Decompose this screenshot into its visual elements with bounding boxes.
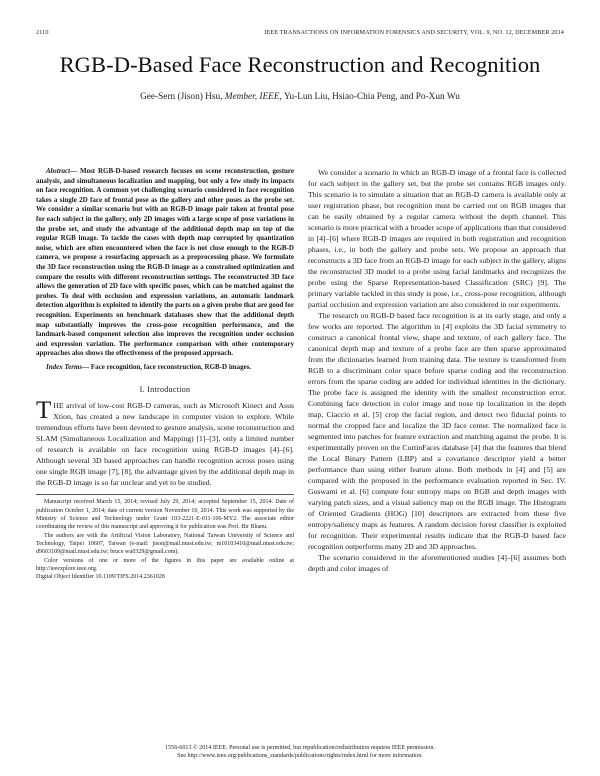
rights-link-line: See http://www.ieee.org/publications_standards/publications/rights/index.html for more information. <box>177 753 423 760</box>
copyright-line: 1556-6013 © 2014 IEEE. Personal use is permitted, but republication/redistribution requires IEEE permission. <box>165 745 435 751</box>
abstract <box>36 167 294 359</box>
publication-footer <box>0 744 600 760</box>
footnote-color: Color versions of one or more of the figures in this paper are available online at http://ieeexplore.ieee.org. <box>36 557 294 572</box>
body-paragraph-1: We consider a scenario in which an RGB-D image of a frontal face is collected for each subject in the gallery set, but the probe set contains RGB images only. This scenario is to simulate a situation that an RGB-D camera is available only at user registration phase, but recognition must be carried out on RGB images that can be easily obtained by a regular camera without the depth channel. This scenario is more practical with a broader scope of applications than that considered in [4]–[6] where RGB-D images are required in both registration and recognition phases, i.e., in both the gallery and probe sets. We propose an approach that reconstructs a 3D face from an RGB-D image for each subject in the gallery, aligns the reconstructed 3D model to a probe using facial landmarks and recognizes the probe using the Sparse Representation-based Classification (SRC) [9]. The primary variable tackled in this study is pose, i.e., cross-pose recognition, although partial occlusion and expression variation are also considered in our experiments. <box>308 168 566 309</box>
author-first: Gee-Sern (Jison) Hsu, <box>140 92 225 102</box>
drop-cap: T <box>36 397 52 425</box>
journal-header: IEEE TRANSACTIONS ON INFORMATION FORENSICS AND SECURITY, VOL. 9, NO. 12, DECEMBER 2014 <box>264 29 564 36</box>
index-terms-label: Index Terms <box>46 362 83 371</box>
page-number: 2110 <box>36 29 49 36</box>
footnote-doi: Digital Object Identifier 10.1109/TIFS.2014.2361028 <box>36 574 165 581</box>
paper-title: RGB-D-Based Face Reconstruction and Recognition <box>59 52 541 77</box>
footnote-manuscript: Manuscript received March 15, 2014; revised July 29, 2014; accepted September 15, 2014. Date of publication October 1, 2014; date of current version November 10, 2014. This work was supported by the Ministry of Science and Technology under Grant 103-2221-E-011-106-MY2. The associate editor coordinating the review of this manuscript and approving it for publication was Prof. Bir Bhanu. <box>36 499 294 531</box>
right-column <box>308 167 566 574</box>
body-paragraph-2: The research on RGB-D based face recognition is at its early stage, and only a few works are reported. The algorithm in [4] exploits the 3D facial symmetry to construct a canonical frontal view, shape and texture, of each gallery face. The canonical depth map and texture of a probe face are then sparse approximated from the dictionaries learned from training data. The texture is transformed from RGB to a discriminant color space before sparse coding and the reconstruction errors from the sparse coding are added for individual identities in the dictionary. The probe face is assigned the identity with the smallest reconstruction error. Combining face detection in color image and nose tip localization in the depth map, Ciaccio et al. [5] crop the facial region, and detect two fiducial points to normal the cropped face and localize the 3D face center. The normalized face is segmented into patches for feature extraction and matching against the probe. It is experimentally proven on the CurtinFaces database [4] that the features that blend the Local Binary Pattern (LBP) and a covariance descriptor yield a better performance than using either feature alone. Both methods in [4] and [5] are compared with the proposed in the performance evaluation reported in Sec. IV. Goswami et al. [6] compute four entropy maps on RGB and depth images with varying patch sizes, and a visual saliency map on the RGB image. The Histogram of Oriented Gradients (HOG) [10] descriptors are extracted from these five entropy/saliency maps as features. A random decision forest classifier is exploited for recognition. Their experimental results indicate that the RGB-D based face recognition outperforms many 2D and 3D approaches. <box>308 311 566 551</box>
author-others: , Yu-Lun Liu, Hsiao-Chia Peng, and Po-Xun Wu <box>279 92 460 102</box>
section-heading-introduction: I. Introduction <box>139 385 191 395</box>
author-line <box>0 92 600 102</box>
abstract-label: Abstract <box>46 167 71 175</box>
author-membership: Member, IEEE <box>224 92 280 102</box>
footnotes <box>36 494 294 581</box>
abstract-text: — Most RGB-D-based research focuses on scene reconstruction, gesture analysis, and simultaneous localization and mapping, but only a few study its impacts on face recognition. A common yet challenging scenario considered in face recognition takes a single 2D face of frontal pose as the gallery and other poses as the probe set. We consider a similar scenario but with an RGB-D image pair taken at frontal pose for each subject in the gallery, only 2D images with a large scope of pose variations in the probe set, and study the advantage of the additional depth map on top of the regular RGB image. To tackle the cases with depth map corrupted by quantization noise, which are often encountered when the face is not close enough to the RGB-D camera, we propose a resurfacing approach as a preprocessing phase. We formulate the 3D face reconstruction using the RGB-D image as a constrained optimization and compare the results with different reconstruction settings. The reconstructed 3D face allows the generation of 2D face with specific poses, which can be matched against the probes. To deal with occlusion and expression variations, an automatic landmark detection algorithm is exploited to identify the parts on a given probe that are good for recognition. Experiments on benchmark databases show that the additional depth map substantially improves the cross-pose recognition performance, and the landmark-based component selection also improves the recognition under occlusion and expression variation. The performance comparison with other contemporary approaches also shows the effectiveness of the proposed approach. <box>36 167 294 358</box>
intro-paragraph <box>36 397 294 488</box>
footnote-authors: The authors are with the Artificial Vision Laboratory, National Taiwan University of Science and Technology, Taipei 10607, Taiwan (e-mail: jison@mail.ntust.edu.tw; m10103410@mail.ntust.edu.tw; d9603109@mail.ntust.edu.tw; bruce wu0329@gmail.com). <box>36 532 294 556</box>
index-terms <box>36 363 294 373</box>
intro-text: HE arrival of low-cost RGB-D cameras, such as Microsoft Kinect and Asus Xtion, has created a new landscape in computer vision to explore. While tremendous efforts have been devoted to gesture analysis, scene reconstruction and SLAM (Simultaneous Localization and Mapping) [1]–[3], only a limited number of research is available on face recognition using RGB-D images [4]–[6]. Although several 3D based approaches can handle recognition across poses using one single RGB image [7], [8], the advantage given by the additional depth map in the RGB-D image is so far unclear and yet to be studied. <box>36 401 294 488</box>
index-terms-text: — Face recognition, face reconstruction, RGB-D images. <box>82 362 252 371</box>
left-column <box>36 167 294 581</box>
body-paragraph-3: The scenario considered in the aforementioned studies [4]–[6] assumes both depth and color images of <box>308 553 566 573</box>
